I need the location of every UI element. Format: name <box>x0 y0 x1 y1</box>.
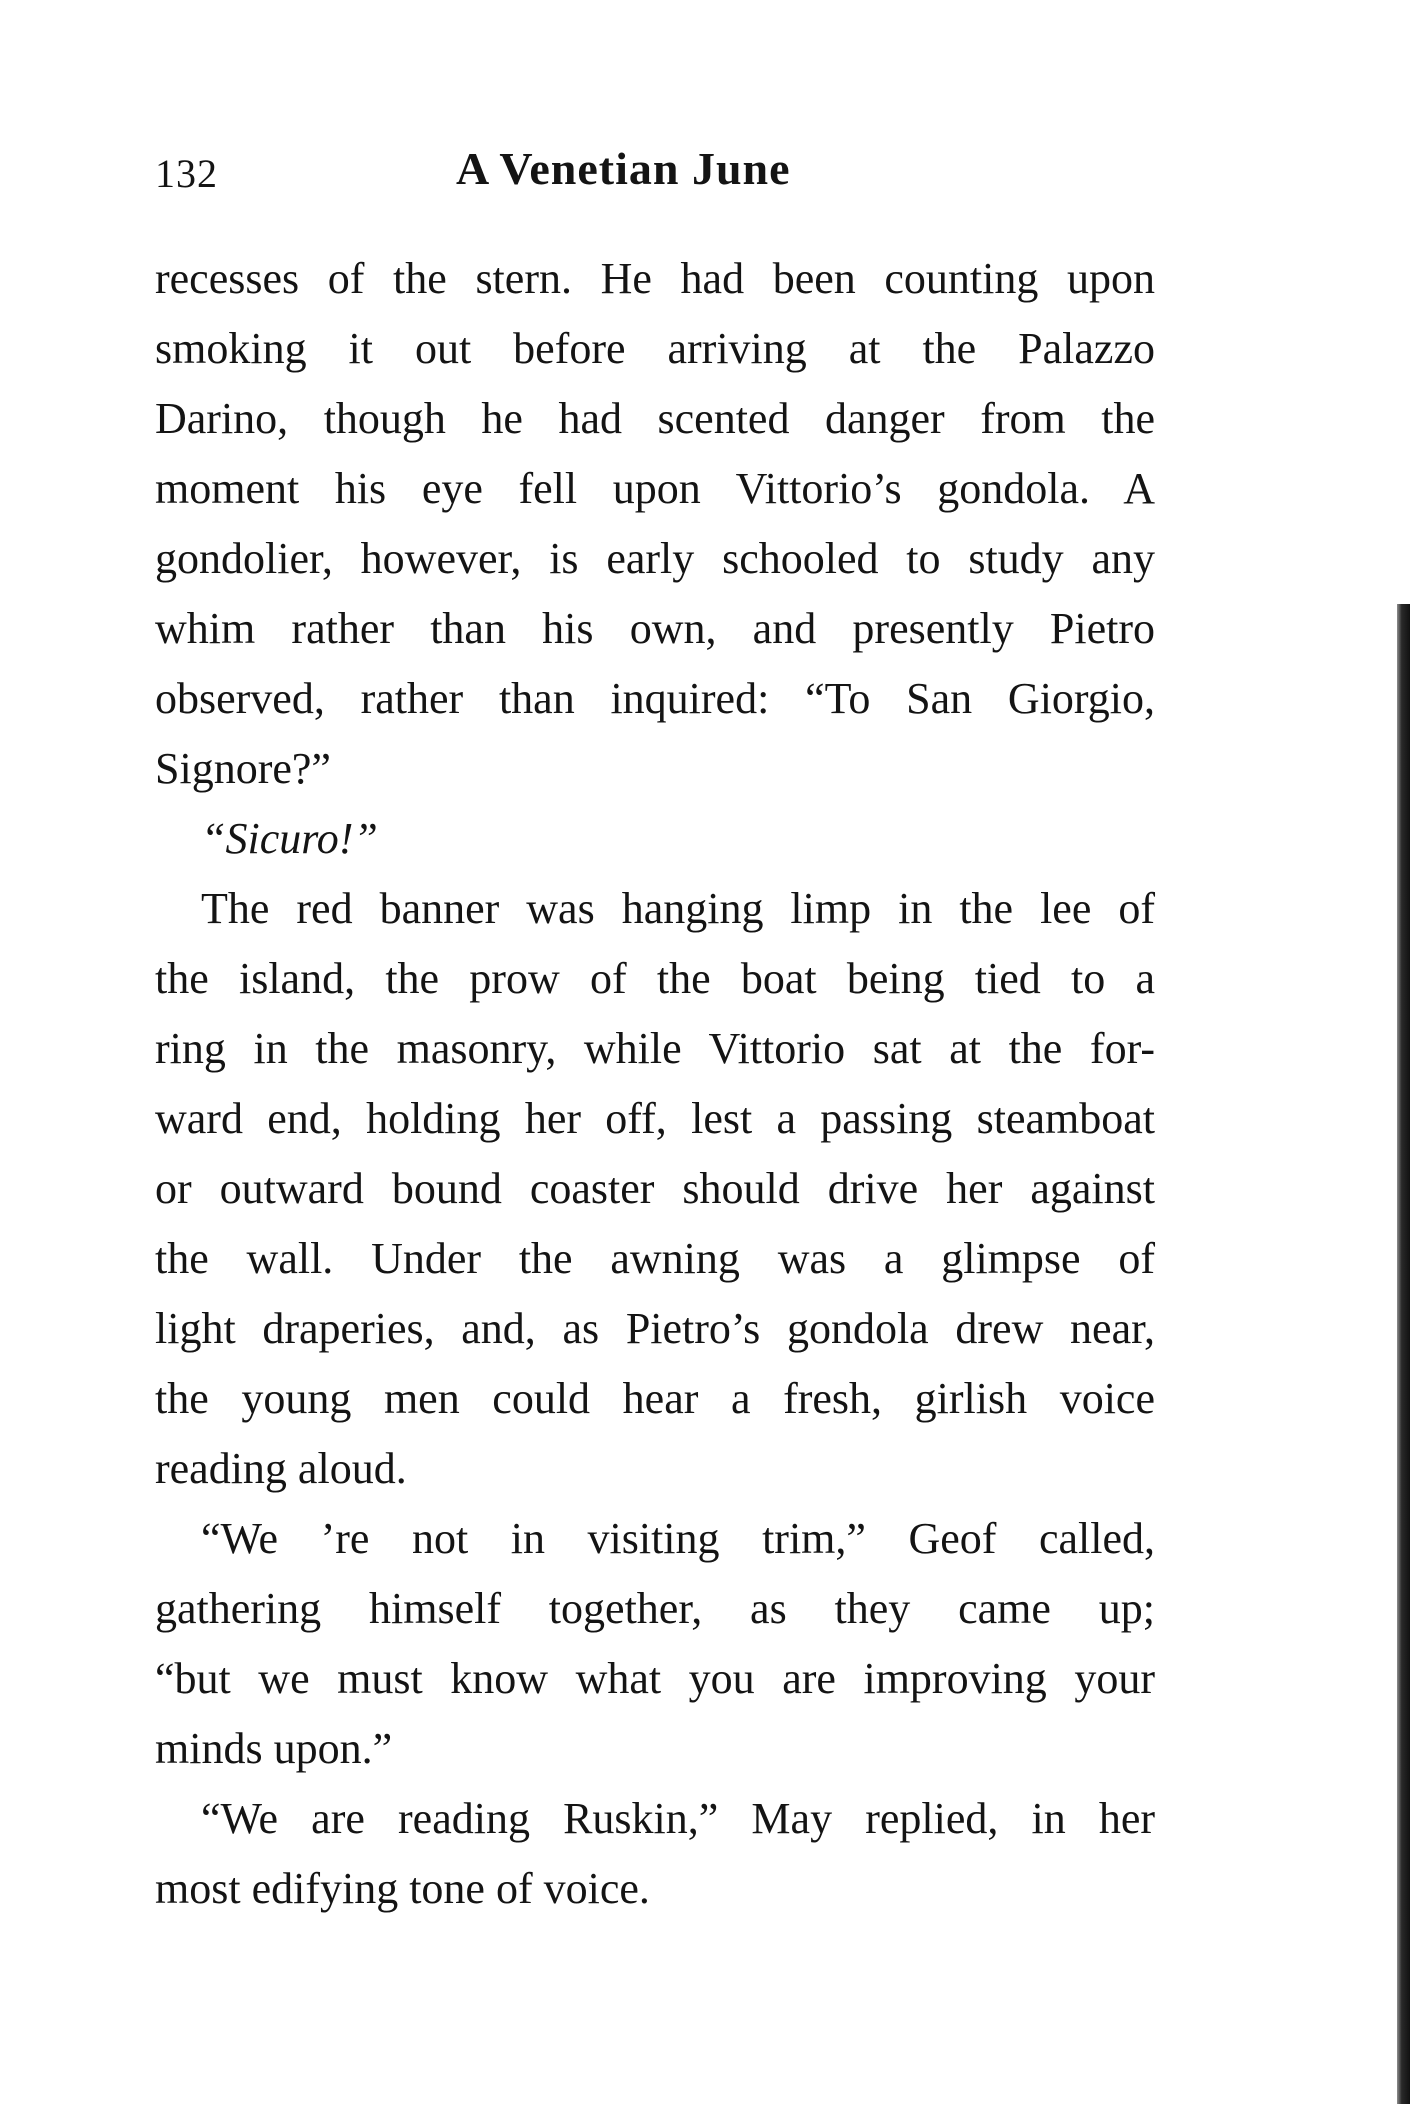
text-line: moment his eye fell upon Vittorio’s gondola. A <box>155 464 1155 513</box>
text-line: observed, rather than inquired: “To San Giorgio, <box>155 674 1155 723</box>
text-line: most edifying tone of voice. <box>155 1864 650 1913</box>
text-line: “We are reading Ruskin,” May replied, in her <box>201 1794 1155 1843</box>
text-line: reading aloud. <box>155 1444 407 1493</box>
text-line: The red banner was hanging limp in the lee of <box>201 884 1155 933</box>
text-line: or outward bound coaster should drive her against <box>155 1164 1155 1213</box>
text-line: Darino, though he had scented danger from the <box>155 394 1155 443</box>
text-line: minds upon.” <box>155 1724 393 1773</box>
text-line: ward end, holding her off, lest a passing steamboat <box>155 1094 1155 1143</box>
text-line: Signore?” <box>155 744 331 793</box>
text-line: ring in the masonry, while Vittorio sat at the for- <box>155 1024 1155 1073</box>
text-line: “but we must know what you are improving your <box>155 1654 1155 1703</box>
text-line: “Sicuro!” <box>201 814 378 863</box>
running-title: A Venetian June <box>456 143 791 194</box>
text-line: the island, the prow of the boat being tied to a <box>155 954 1155 1003</box>
text-line: the wall. Under the awning was a glimpse of <box>155 1234 1155 1283</box>
body-text <box>155 244 1155 1924</box>
text-line: recesses of the stern. He had been counting upon <box>155 254 1155 303</box>
page-edge-shadow <box>1397 604 1410 2104</box>
text-line: gondolier, however, is early schooled to study any <box>155 534 1155 583</box>
text-line: whim rather than his own, and presently Pietro <box>155 604 1155 653</box>
text-line: gathering himself together, as they came up; <box>155 1584 1155 1633</box>
text-line: the young men could hear a fresh, girlish voice <box>155 1374 1155 1423</box>
page-number: 132 <box>155 151 218 196</box>
text-line: light draperies, and, as Pietro’s gondola drew near, <box>155 1304 1155 1353</box>
text-line: “We ’re not in visiting trim,” Geof called, <box>201 1514 1155 1563</box>
text-line: smoking it out before arriving at the Palazzo <box>155 324 1155 373</box>
